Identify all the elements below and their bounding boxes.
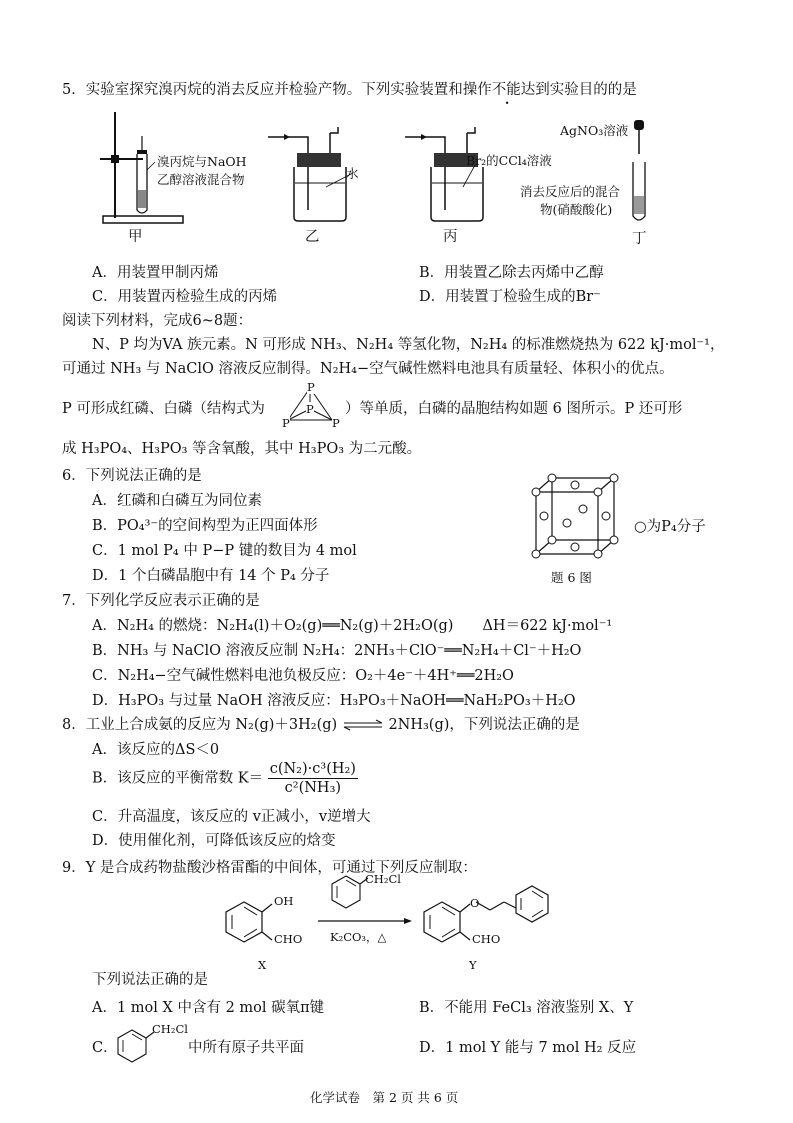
q8-option-d: D．使用催化剂，可降低该反应的焓变 <box>92 833 336 849</box>
caption-bing: 丙 <box>443 229 458 245</box>
q9-option-d: D．1 mol Y 能与 7 mol H₂ 反应 <box>419 1040 637 1056</box>
reaction-conditions: K₂CO₃，△ <box>330 930 387 944</box>
material-intro: 阅读下列材料，完成6~8题： <box>62 313 253 329</box>
apparatus-bing <box>405 125 515 225</box>
caption-ding: 丁 <box>632 231 647 247</box>
material-p2-line2: 成 H₃PO₄、H₃PO₃ 等含氧酸，其中 H₃PO₃ 为二元酸。 <box>62 441 422 457</box>
q5-option-d: D．用装置丁检验生成的Br⁻ <box>419 289 601 305</box>
p-atom-right: P <box>332 416 340 430</box>
white-phosphorus-unit-cell <box>526 470 626 570</box>
equilibrium-arrow-icon <box>342 719 384 731</box>
q7-option-c: C．N₂H₄−空气碱性燃料电池负极反应：O₂＋4e⁻＋4H⁺══2H₂O <box>92 668 514 684</box>
q6-legend: ○为P₄分子 <box>634 519 706 535</box>
q9-option-c-text: 中所有原子共平面 <box>188 1040 304 1056</box>
x-oh-label: OH <box>274 894 294 908</box>
p-atom-top: P <box>307 380 315 394</box>
material-p1-line1: N、P 均为VA 族元素。N 可形成 NH₃、N₂H₄ 等氢化物，N₂H₄ 的标准燃烧热为 622 kJ·mol⁻¹， <box>92 337 725 353</box>
page-footer: 化学试卷 第 2 页 共 6 页 <box>310 1090 459 1105</box>
material-p2-a: P 可形成红磷、白磷（结构式为 <box>62 401 265 417</box>
q7-option-d: D．H₃PO₃ 与过量 NaOH 溶液反应：H₃PO₃＋NaOH══NaH₂PO₃＋H₂O <box>92 693 576 709</box>
jia-label-1: 溴丙烷与NaOH <box>157 154 247 169</box>
ding-label-1: 消去反应后的混合 <box>520 184 621 199</box>
apparatus-ding <box>625 118 655 228</box>
material-p1-line2: 可通过 NH₃ 与 NaClO 溶液反应制得。N₂H₄−空气碱性燃料电池具有质量轻、体积小的优点。 <box>62 361 674 377</box>
caption-jia: 甲 <box>128 229 143 245</box>
q6-stem: 6．下列说法正确的是 <box>62 468 202 484</box>
q6-option-b: B．PO₄³⁻的空间构型为正四面体形 <box>92 518 318 534</box>
q8-option-a: A．该反应的ΔS＜0 <box>92 742 220 758</box>
q6-option-c: C．1 mol P₄ 中 P−P 键的数目为 4 mol <box>92 543 357 559</box>
p-atom-center: P <box>306 402 314 416</box>
label-x: X <box>258 958 267 972</box>
q7-option-b: B．NH₃ 与 NaClO 溶液反应制 N₂H₄：2NH₃＋ClO⁻══N₂H₄＋Cl⁻＋H₂O <box>92 643 582 659</box>
x-cho-label: CHO <box>274 932 303 946</box>
q7-stem: 7．下列化学反应表示正确的是 <box>62 593 260 609</box>
reagent-ch2cl-label: CH₂Cl <box>365 872 401 886</box>
label-y: Y <box>469 958 477 972</box>
p-atom-left: P <box>282 416 290 430</box>
material-p2-b: ）等单质，白磷的晶胞结构如题 6 图所示。P 还可形 <box>345 401 683 417</box>
q9-substem: 下列说法正确的是 <box>92 972 208 988</box>
q6-option-a: A．红磷和白磷互为同位素 <box>92 493 262 509</box>
q9-option-a: A．1 mol X 中含有 2 mol 碳氧π键 <box>92 1000 325 1016</box>
q9-option-c-prefix: C． <box>92 1040 118 1056</box>
q7-option-a: A．N₂H₄ 的燃烧：N₂H₄(l)＋O₂(g)══N₂(g)＋2H₂O(g) ΔH＝622 kJ·mol⁻¹ <box>92 618 613 634</box>
q5-option-b: B．用装置乙除去丙烯中乙醇 <box>419 265 604 281</box>
q6-figure-caption: 题 6 图 <box>551 570 592 585</box>
y-cho-label: CHO <box>472 932 501 946</box>
y-ether-o-label: O <box>470 896 480 910</box>
apparatus-yi <box>268 125 378 225</box>
ding-top-label: AgNO₃溶液 <box>560 123 629 138</box>
yi-label: 水 <box>346 166 359 181</box>
q5-stem: 5．实验室探究溴丙烷的消去反应并检验产物。下列实验装置和操作不能达到实验目的的是 <box>62 82 637 98</box>
q5-option-a: A．用装置甲制丙烯 <box>92 265 219 281</box>
q9-option-b: B．不能用 FeCl₃ 溶液鉴别 X、Y <box>419 1000 634 1016</box>
reaction-arrow-icon <box>318 916 414 926</box>
q8-option-b: B．该反应的平衡常数 K＝ $\frac{\text{c(N₂)·c³(H₂)}}{\text{c²(NH₃)}}$ <box>92 761 356 797</box>
q5-option-c: C．用装置丙检验生成的丙烯 <box>92 289 278 305</box>
equilibrium-constant-fraction: $\frac{\text{c(N₂)·c³(H₂)}}{\text{c²(NH₃)}}$ <box>269 761 356 797</box>
jia-label-2: 乙醇溶液混合物 <box>157 172 245 187</box>
q6-option-d: D．1 个白磷晶胞中有 14 个 P₄ 分子 <box>92 568 330 584</box>
caption-yi: 乙 <box>305 229 320 245</box>
q8-stem: 8．工业上合成氨的反应为 N₂(g)＋3H₂(g) 2NH₃(g)，下列说法正确的是 <box>62 717 580 733</box>
q8-option-c: C．升高温度，该反应的 v正减小，v逆增大 <box>92 809 371 825</box>
q9-stem: 9．Y 是合成药物盐酸沙格雷酯的中间体，可通过下列反应制取： <box>62 860 477 876</box>
ding-label-2: 物(硝酸酸化) <box>540 202 613 217</box>
bing-label: Br₂的CCl₄溶液 <box>466 153 552 168</box>
option-c-ch2cl-label: CH₂Cl <box>152 1022 188 1036</box>
